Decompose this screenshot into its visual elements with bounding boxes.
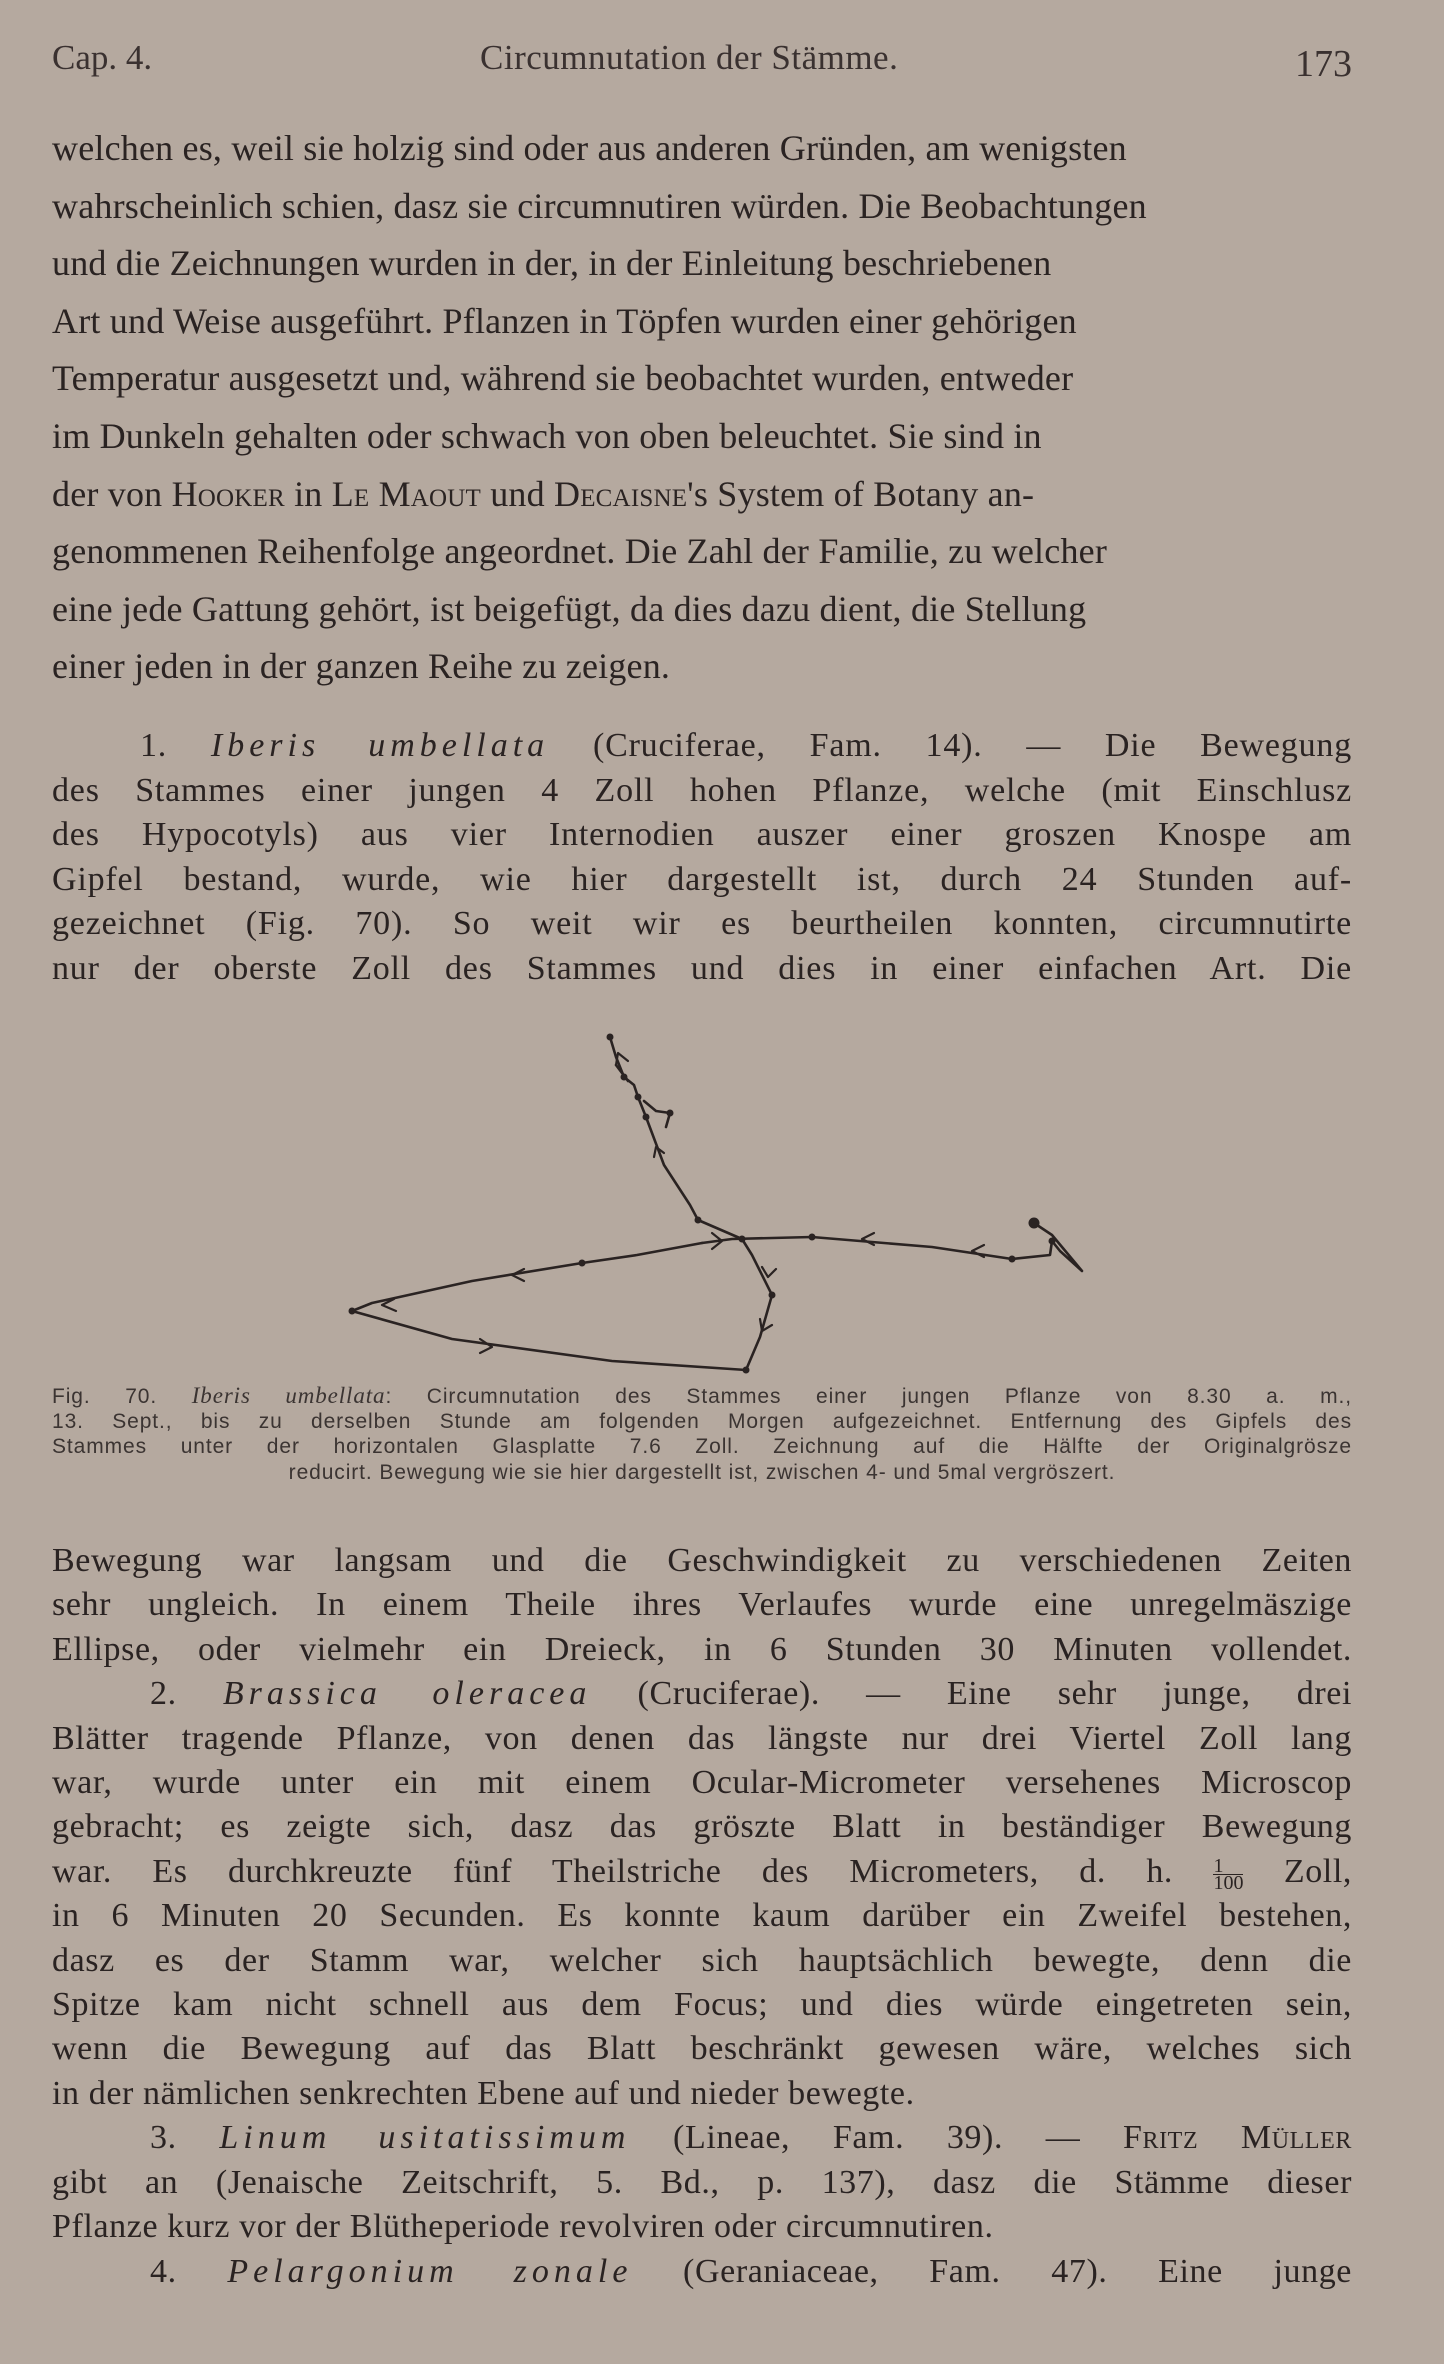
- trace-dot: [739, 1236, 746, 1243]
- author-hooker: Hooker: [171, 473, 285, 514]
- trace-dot: [579, 1260, 586, 1267]
- text-line: wenn die Bewegung auf das Blatt beschränkt gewesen wäre, welches sich: [52, 2030, 1352, 2068]
- text-line: Ellipse, oder vielmehr ein Dreieck, in 6 Stunden 30 Minuten vollendet.: [52, 1630, 1352, 1668]
- species-name: Brassica oleracea: [222, 1675, 592, 1713]
- caption-line: Stammes unter der horizontalen Glasplatte 7.6 Zoll. Zeichnung auf die Hälfte der Originalgrösze: [52, 1435, 1352, 1458]
- trace-dot: [607, 1034, 614, 1041]
- trace-dot: [635, 1094, 642, 1101]
- text-line: einer jeden in der ganzen Reihe zu zeigen.: [52, 646, 671, 687]
- trace-segment: [698, 1220, 742, 1239]
- text-line: 4. Pelargonium zonale (Geraniaceae, Fam. 47). Eine junge: [150, 2252, 1352, 2290]
- text-line: eine jede Gattung gehört, ist beigefügt, da dies dazu dient, die Stellung: [52, 588, 1087, 629]
- caption-line: Fig. 70. Iberis umbellata: Circumnutation des Stammes einer jungen Pflanze von 8.30 a. m.,: [52, 1383, 1352, 1408]
- trace-segment: [610, 1037, 646, 1117]
- text-line: war. Es durchkreuzte fünf Theilstriche des Micrometers, d. h. $\frac{1}{100}$ Zoll,: [52, 1852, 1353, 1894]
- text-line: im Dunkeln gehalten oder schwach von oben beleuchtet. Sie sind in: [52, 415, 1042, 456]
- text-line: war, wurde unter ein mit einem Ocular-Micrometer versehenes Microscop: [52, 1764, 1352, 1802]
- text-line: dasz es der Stamm war, welcher sich hauptsächlich bewegte, denn die: [52, 1941, 1352, 1979]
- trace-dot: [643, 1114, 650, 1121]
- caption-line: 13. Sept., bis zu derselben Stunde am folgenden Morgen aufgezeichnet. Entfernung des Gipfels des: [52, 1409, 1352, 1433]
- arrow-mark: [972, 1245, 984, 1257]
- trace-segment: [646, 1117, 698, 1220]
- caption-line: reducirt. Bewegung wie sie hier dargestellt ist, zwischen 4- und 5mal vergröszert.: [288, 1460, 1116, 1484]
- text-line: gezeichnet (Fig. 70). So weit wir es beurtheilen konnten, circumnutirte: [52, 905, 1352, 942]
- arrow-mark: [762, 1267, 776, 1277]
- author-decaisne: Decaisne: [554, 473, 688, 514]
- text-line: des Hypocotyls) aus vier Internodien auszer einer groszen Knospe am: [52, 816, 1352, 853]
- trace-segment: [352, 1243, 702, 1311]
- text-line: Art und Weise ausgeführt. Pflanzen in Töpfen wurden einer gehörigen: [52, 300, 1077, 341]
- text-line: Pflanze kurz vor der Blütheperiode revolviren oder circumnutiren.: [52, 2208, 994, 2246]
- trace-segment: [352, 1311, 746, 1370]
- trace-dot: [1009, 1256, 1016, 1263]
- trace-dot: [695, 1217, 702, 1224]
- text-line: der von Hooker in Le Maout und Decaisne's System of Botany an-: [52, 473, 1035, 514]
- text-line: Gipfel bestand, wurde, wie hier dargestellt ist, durch 24 Stunden auf-: [52, 860, 1352, 898]
- arrow-mark: [480, 1339, 492, 1353]
- trace-dot: [743, 1367, 750, 1374]
- trace-dot: [1049, 1238, 1056, 1245]
- trace-dot: [769, 1292, 776, 1299]
- text-line: Bewegung war langsam und die Geschwindigkeit zu verschiedenen Zeiten: [52, 1542, 1352, 1579]
- arrow-mark: [512, 1269, 524, 1281]
- page-number: 173: [1295, 43, 1352, 85]
- caption-species: Iberis umbellata: [191, 1383, 386, 1408]
- text-line: gebracht; es zeigte sich, dasz das gröszte Blatt in beständiger Bewegung: [52, 1808, 1352, 1846]
- text-line: sehr ungleich. In einem Theile ihres Verlaufes wurde eine unregelmäszige: [52, 1586, 1352, 1624]
- text-line: Blätter tragende Pflanze, von denen das längste nur drei Viertel Zoll lang: [52, 1719, 1352, 1757]
- trace-segment: [742, 1239, 772, 1370]
- text-line: gibt an (Jenaische Zeitschrift, 5. Bd., p. 137), dasz die Stämme dieser: [52, 2163, 1352, 2201]
- arrow-mark: [760, 1319, 772, 1331]
- text-line: Temperatur ausgesetzt und, während sie beobachtet wurden, entweder: [52, 358, 1074, 399]
- text-line: wahrscheinlich schien, dasz sie circumnutiren würden. Die Beobachtungen: [52, 185, 1147, 226]
- continuation-paragraph: [52, 1539, 1352, 2294]
- fraction: $\frac{1}{100}$: [1213, 1854, 1244, 1894]
- text-line: und die Zeichnungen wurden in der, in der Einleitung beschriebenen: [52, 243, 1052, 284]
- running-header: [52, 34, 1352, 84]
- text-line: genommenen Reihenfolge angeordnet. Die Zahl der Familie, zu welcher: [52, 531, 1108, 572]
- trace-dot: [621, 1074, 628, 1081]
- arrow-mark: [862, 1233, 874, 1245]
- species-name: Iberis umbellata: [210, 727, 550, 764]
- trace-dot: [1029, 1218, 1040, 1229]
- figure-label: Fig. 70.: [52, 1385, 158, 1408]
- running-title: Circumnutation der Stämme.: [480, 38, 899, 77]
- text-line: 3. Linum usitatissimum (Lineae, Fam. 39). — Fritz Müller: [150, 2119, 1353, 2157]
- species-name: Linum usitatissimum: [219, 2119, 631, 2157]
- circumnutation-figure: [52, 1015, 1352, 1375]
- trace-segment: [1012, 1223, 1082, 1271]
- text-line: Spitze kam nicht schnell aus dem Focus; und dies würde eingetreten sein,: [52, 1986, 1352, 2024]
- author-le-maout: Le Maout: [331, 473, 482, 514]
- trace-dot: [809, 1234, 816, 1241]
- intro-paragraph: [52, 120, 1352, 696]
- text-line: nur der oberste Zoll des Stammes und dies in einer einfachen Art. Die: [52, 949, 1352, 987]
- species-name: Pelargonium zonale: [227, 2252, 633, 2290]
- trace-dot: [667, 1110, 674, 1117]
- iberis-paragraph: [52, 724, 1352, 991]
- text-line: 1. Iberis umbellata (Cruciferae, Fam. 14). — Die Bewegung: [140, 727, 1352, 764]
- text-line: in 6 Minuten 20 Secunden. Es konnte kaum darüber ein Zweifel bestehen,: [52, 1897, 1352, 1935]
- figure-caption: [52, 1383, 1352, 1485]
- text-line: welchen es, weil sie holzig sind oder aus anderen Gründen, am wenigsten: [52, 128, 1127, 168]
- chapter-label: Cap. 4.: [52, 38, 153, 77]
- author-fritz-mueller: Fritz Müller: [1122, 2119, 1353, 2157]
- text-line: 2. Brassica oleracea (Cruciferae). — Eine sehr junge, drei: [150, 1675, 1352, 1713]
- text-line: in der nämlichen senkrechten Ebene auf und nieder bewegte.: [52, 2074, 915, 2112]
- text-line: des Stammes einer jungen 4 Zoll hohen Pflanze, welche (mit Einschlusz: [52, 771, 1352, 809]
- trace-dot: [349, 1308, 356, 1315]
